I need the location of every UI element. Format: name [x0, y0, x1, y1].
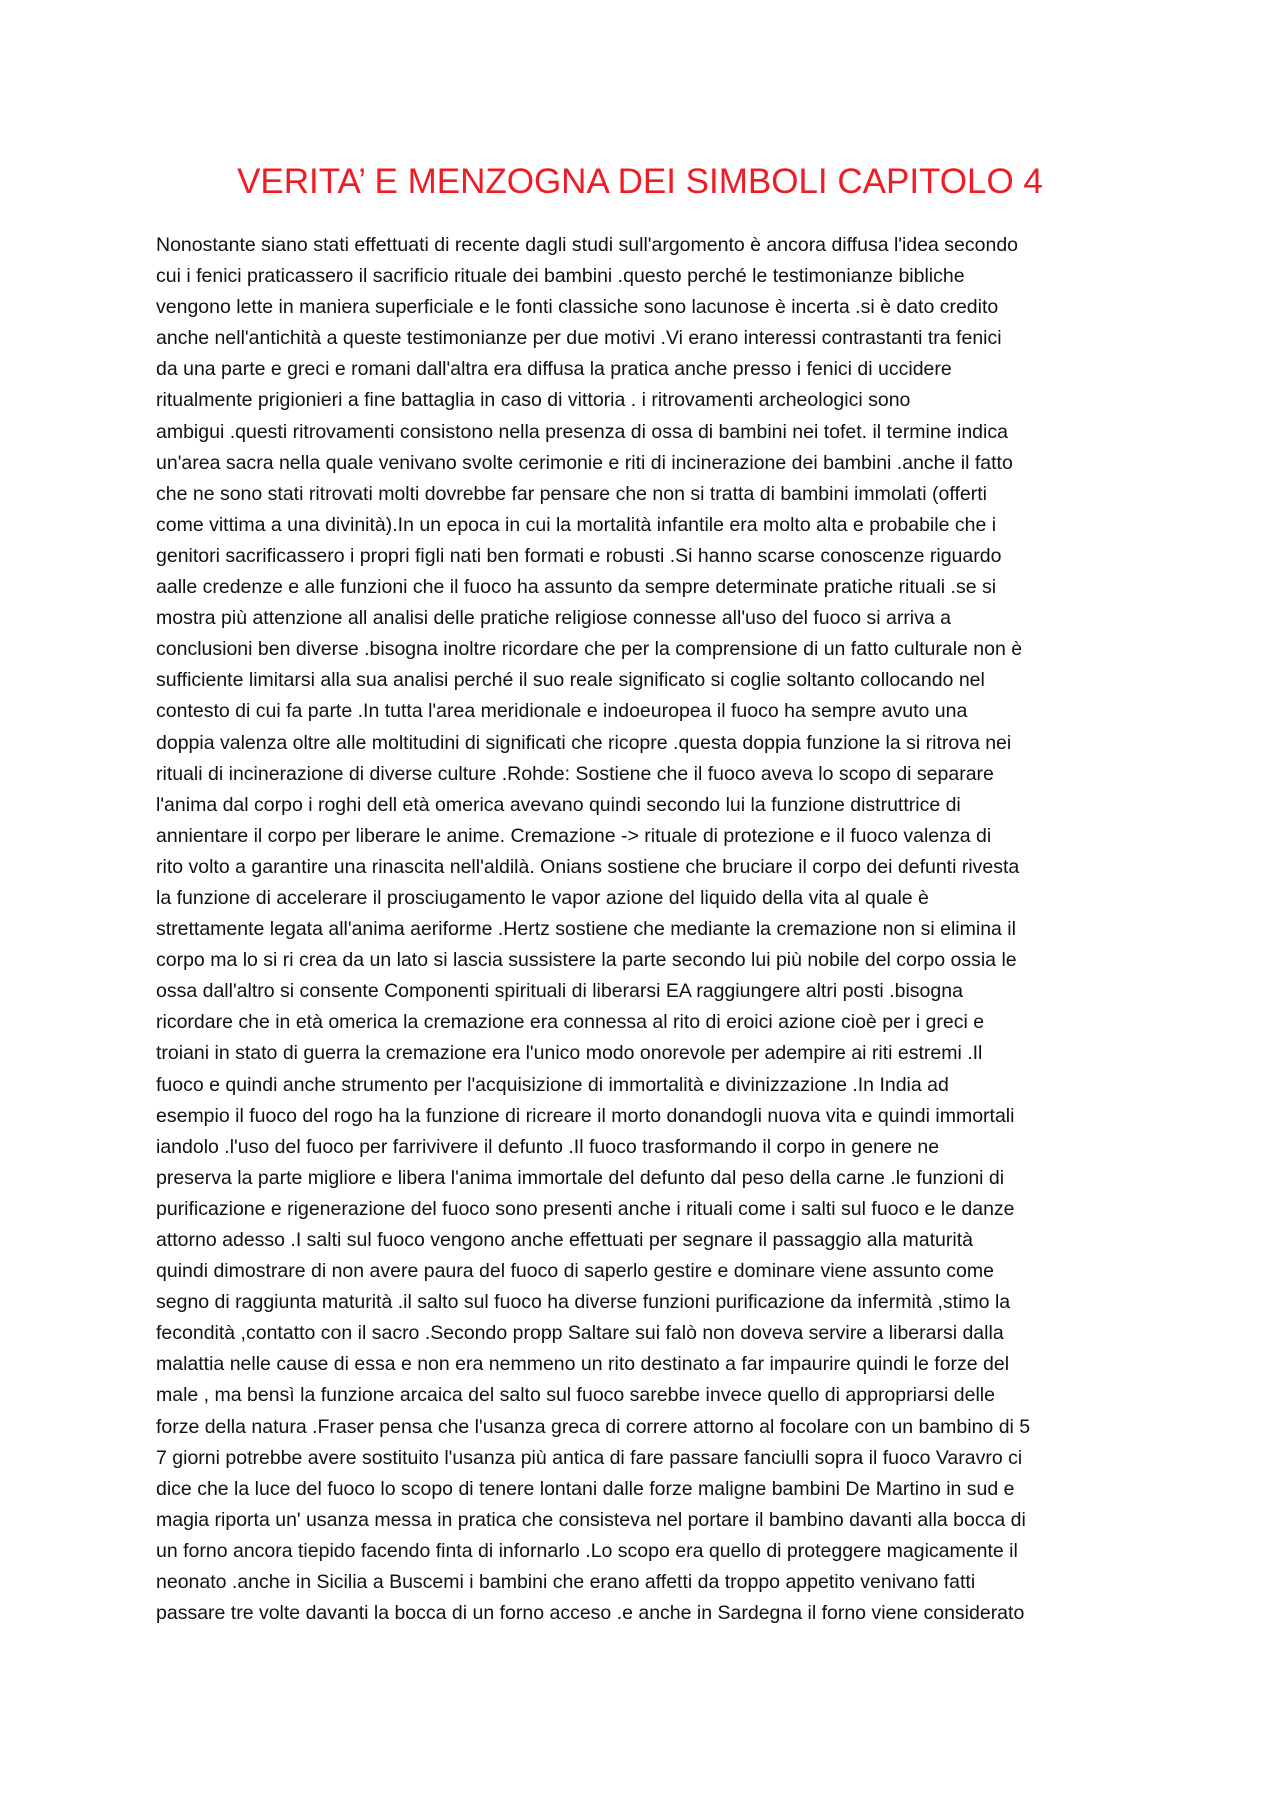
text-line: attorno adesso .I salti sul fuoco vengono anche effettuati per segnare il passaggio alla maturità [156, 1229, 973, 1251]
text-line: cui i fenici praticassero il sacrificio rituale dei bambini .questo perché le testimonianze bibliche [156, 265, 965, 288]
text-line: annientare il corpo per liberare le anime. Cremazione -> rituale di protezione e il fuoco valenza di [156, 824, 992, 847]
body-text [156, 230, 1138, 1629]
text-line: forze della natura .Fraser pensa che l'usanza greca di correre attorno al focolare con un bambino di 5 [156, 1415, 1031, 1438]
text-line: ossa dall'altro si consente Componenti spirituali di liberarsi EA raggiungere altri posti .bisogna [156, 980, 963, 1003]
text-line: ritualmente prigionieri a fine battaglia in caso di vittoria . i ritrovamenti archeologici sono [156, 389, 911, 412]
text-line: vengono lette in maniera superficiale e le fonti classiche sono lacunose è incerta .si è dato credito [156, 296, 999, 319]
text-line: un'area sacra nella quale venivano svolte cerimonie e riti di incinerazione dei bambini .anche il fatto [156, 451, 1013, 474]
text-line: fecondità ,contatto con il sacro .Secondo propp Saltare sui falò non doveva servire a liberarsi dalla [156, 1322, 1004, 1345]
text-line: genitori sacrificassero i propri figli nati ben formati e robusti .Si hanno scarse conoscenze riguardo [156, 544, 1002, 567]
text-line: esempio il fuoco del rogo ha la funzione di ricreare il morto donandogli nuova vita e quindi immortali [156, 1104, 1015, 1127]
text-line: quindi dimostrare di non avere paura del fuoco di saperlo gestire e dominare viene assunto come [156, 1260, 994, 1283]
text-line: male , ma bensì la funzione arcaica del salto sul fuoco sarebbe invece quello di appropriarsi delle [156, 1384, 995, 1407]
text-line: mostra più attenzione all analisi delle pratiche religiose connesse all'uso del fuoco si arriva a [156, 607, 951, 630]
text-line: corpo ma lo si ri crea da un lato si lascia sussistere la parte secondo lui più nobile del corpo ossia le [156, 949, 1017, 972]
text-line: contesto di cui fa parte .In tutta l'area meridionale e indoeuropea il fuoco ha sempre avuto una [156, 700, 968, 723]
text-line: malattia nelle cause di essa e non era nemmeno un rito destinato a far impaurire quindi le forze del [156, 1353, 1010, 1376]
text-line: sufficiente limitarsi alla sua analisi perché il suo reale significato si coglie soltanto collocando nel [156, 669, 985, 692]
text-line: iandolo .l'uso del fuoco per farrivivere il defunto .Il fuoco trasformando il corpo in genere ne [156, 1135, 940, 1158]
text-line: Nonostante siano stati effettuati di recente dagli studi sull'argomento è ancora diffusa l'idea secondo [156, 234, 1019, 256]
text-line: passare tre volte davanti la bocca di un forno acceso .e anche in Sardegna il forno viene considerato [156, 1602, 1025, 1625]
text-line: dice che la luce del fuoco lo scopo di tenere lontani dalle forze maligne bambini De Martino in sud e [156, 1477, 1015, 1500]
text-line: fuoco e quindi anche strumento per l'acquisizione di immortalità e divinizzazione .In India ad [156, 1073, 949, 1096]
text-line: neonato .anche in Sicilia a Buscemi i bambini che erano affetti da troppo appetito venivano fatti [156, 1571, 976, 1594]
text-line: troiani in stato di guerra la cremazione era l'unico modo onorevole per adempire ai riti estremi .Il [156, 1042, 983, 1065]
text-line: conclusioni ben diverse .bisogna inoltre ricordare che per la comprensione di un fatto culturale non è [156, 638, 1023, 661]
text-line: segno di raggiunta maturità .il salto sul fuoco ha diverse funzioni purificazione da infermità ,stimo la [156, 1291, 1011, 1314]
text-line: come vittima a una divinità).In un epoca in cui la mortalità infantile era molto alta e probabile che i [156, 513, 997, 536]
text-line: preserva la parte migliore e libera l'anima immortale del defunto dal peso della carne .le funzioni di [156, 1166, 1005, 1189]
text-line: 7 giorni potrebbe avere sostituito l'usanza più antica di fare passare fanciulli sopra il fuoco Varavro ci [156, 1446, 1023, 1469]
text-line: magia riporta un' usanza messa in pratica che consisteva nel portare il bambino davanti alla bocca di [156, 1508, 1026, 1531]
text-line: doppia valenza oltre alle moltitudini di significati che ricopre .questa doppia funzione la si ritrova nei [156, 731, 1012, 754]
page-title: VERITA’ E MENZOGNA DEI SIMBOLI CAPITOLO 4 [237, 162, 1043, 201]
text-line: un forno ancora tiepido facendo finta di infornarlo .Lo scopo era quello di proteggere magicamente il [156, 1539, 1018, 1562]
text-line: l'anima dal corpo i roghi dell età omerica avevano quindi secondo lui la funzione distruttrice di [156, 793, 961, 816]
text-line: ricordare che in età omerica la cremazione era connessa al rito di eroici azione cioè per i greci e [156, 1011, 985, 1034]
text-line: che ne sono stati ritrovati molti dovrebbe far pensare che non si tratta di bambini immolati (offerti [156, 482, 987, 505]
text-line: la funzione di accelerare il prosciugamento le vapor azione del liquido della vita al quale è [156, 886, 929, 909]
text-line: ambigui .questi ritrovamenti consistono nella presenza di ossa di bambini nei tofet. il termine indica [156, 420, 1008, 443]
text-line: da una parte e greci e romani dall'altra era diffusa la pratica anche presso i fenici di uccidere [156, 358, 952, 381]
text-line: aalle credenze e alle funzioni che il fuoco ha assunto da sempre determinate pratiche rituali .se si [156, 576, 997, 599]
text-line: purificazione e rigenerazione del fuoco sono presenti anche i rituali come i salti sul fuoco e le danze [156, 1197, 1015, 1220]
text-line: rito volto a garantire una rinascita nell'aldilà. Onians sostiene che bruciare il corpo dei defunti rivesta [156, 855, 1020, 878]
text-line: anche nell'antichità a queste testimonianze per due motivi .Vi erano interessi contrastanti tra fenici [156, 327, 1002, 350]
text-line: rituali di incinerazione di diverse culture .Rohde: Sostiene che il fuoco aveva lo scopo di separare [156, 762, 994, 785]
text-line: strettamente legata all'anima aeriforme .Hertz sostiene che mediante la cremazione non si elimina il [156, 918, 1016, 941]
